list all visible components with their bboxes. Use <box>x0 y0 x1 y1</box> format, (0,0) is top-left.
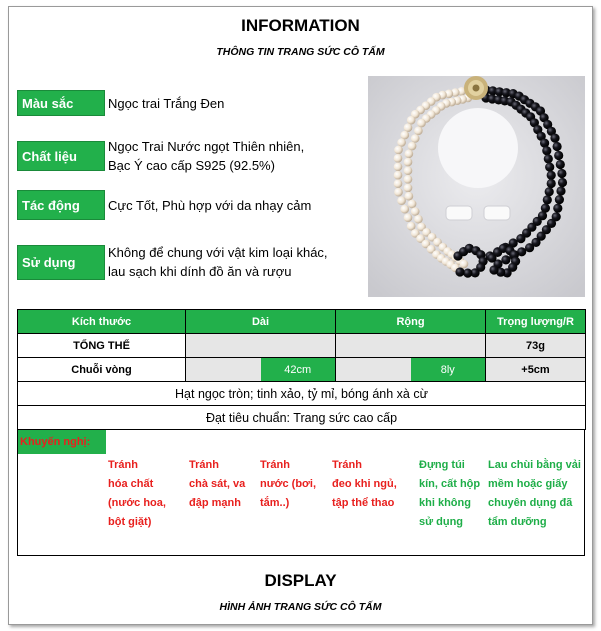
black-pearl <box>525 243 534 252</box>
header-weight: Trọng lượng/R <box>486 310 586 334</box>
cell-overall-width <box>336 334 486 358</box>
white-pearl <box>404 184 413 193</box>
cell-strand-weight: +5cm <box>486 358 586 382</box>
white-pearl <box>394 163 403 172</box>
black-pearl <box>501 255 510 264</box>
cell-strand-width <box>336 358 486 382</box>
white-pearl <box>394 154 403 163</box>
attr-value-line: lau sạch khi dính đồ ăn và rượu <box>108 264 292 279</box>
width-value: 8ly <box>411 358 486 381</box>
recommendation-item <box>189 456 245 513</box>
attr-value-line: Cực Tốt, Phù hợp với da nhạy cảm <box>108 198 312 213</box>
recommendations <box>17 430 585 556</box>
clasp-icon <box>464 76 488 100</box>
white-pearl <box>397 138 406 147</box>
black-pearl <box>547 171 556 180</box>
header-width: Rộng <box>336 310 486 334</box>
black-pearl <box>553 204 562 213</box>
page-title: INFORMATION <box>241 16 360 35</box>
white-pearl <box>404 175 413 184</box>
table-row <box>18 358 586 382</box>
white-pearl <box>417 119 426 128</box>
recommendation-line: khi không <box>419 497 471 509</box>
note-quality: Hạt ngọc tròn; tinh xảo, tỷ mỉ, bóng ánh xà cừ <box>18 382 586 406</box>
black-pearl <box>545 187 554 196</box>
white-pearl <box>404 213 413 222</box>
recommendation-line: chuyên dụng đã <box>488 497 573 509</box>
black-pearl <box>545 163 554 172</box>
recommendation-line: bột giặt) <box>108 516 152 528</box>
cell-overall-length <box>186 334 336 358</box>
recommendation-line: (nước hoa, <box>108 497 166 509</box>
cell-strand-length <box>186 358 336 382</box>
black-pearl <box>516 234 525 243</box>
table-row <box>18 334 586 358</box>
recommendation-line: tắm..) <box>260 497 290 509</box>
attr-value-line: Ngọc trai Trắng Đen <box>108 96 225 111</box>
attr-value-usage <box>108 243 328 281</box>
attr-label-material: Chất liệu <box>17 141 105 171</box>
recommendation-line: đeo khi ngủ, <box>332 478 397 490</box>
black-pearl <box>455 267 464 276</box>
attr-value-line: Bạc Ý cao cấp S925 (92.5%) <box>108 158 275 173</box>
length-value: 42cm <box>261 358 336 381</box>
black-pearl <box>553 142 562 151</box>
black-pearl <box>547 179 556 188</box>
attr-value-color <box>108 94 224 113</box>
attr-value-line: Ngọc Trai Nước ngọt Thiên nhiên, <box>108 139 305 154</box>
row-label-overall: TỔNG THỂ <box>18 334 186 358</box>
white-pearl <box>404 166 413 175</box>
recommendation-line: kín, cất hộp <box>419 478 481 490</box>
attr-label-usage: Sử dụng <box>17 245 105 280</box>
black-pearl <box>554 151 563 160</box>
recommendation-item <box>260 456 316 513</box>
row-label-strand: Chuỗi vòng <box>18 358 186 382</box>
display-subtitle: HÌNH ẢNH TRANG SỨC CÔ TẤM <box>219 601 382 613</box>
product-photo <box>368 76 585 297</box>
recommendation-line: sử dụng <box>419 516 464 528</box>
white-pearl <box>394 188 403 197</box>
black-pearl <box>558 178 567 187</box>
white-pearl <box>405 192 414 201</box>
attr-label-effect: Tác động <box>17 190 105 220</box>
white-pearl <box>397 196 406 205</box>
spec-header-row <box>18 310 586 334</box>
white-pearl <box>414 215 423 224</box>
recommendation-line: Tránh <box>189 459 219 471</box>
recommendation-line: Tránh <box>108 459 138 471</box>
recommendation-item <box>488 456 581 532</box>
recommendations-label: Khuyến nghị: <box>18 430 106 454</box>
table-row <box>18 382 586 406</box>
white-pearl <box>414 127 423 136</box>
recommendation-line: mềm hoặc giấy <box>488 478 568 490</box>
black-pearl <box>489 265 498 274</box>
white-pearl <box>460 260 469 269</box>
recommendation-line: Đựng túi <box>419 459 465 471</box>
white-pearl <box>401 205 410 214</box>
recommendation-line: tập thể thao <box>332 497 395 509</box>
recommendation-line: Tránh <box>260 459 290 471</box>
black-pearl <box>556 160 565 169</box>
white-pearl <box>394 179 403 188</box>
page-subtitle: THÔNG TIN TRANG SỨC CÔ TẤM <box>216 46 385 58</box>
white-pearl <box>404 158 413 167</box>
white-pearl <box>405 150 414 159</box>
recommendation-line: nước (bơi, <box>260 478 316 490</box>
recommendation-line: Lau chùi bằng vải <box>488 459 581 471</box>
recommendation-line: hóa chất <box>108 478 154 490</box>
black-pearl <box>556 186 565 195</box>
attr-value-material <box>108 137 304 175</box>
recommendation-item <box>108 456 166 532</box>
recommendation-line: Tránh <box>332 459 362 471</box>
white-pearl <box>407 116 416 125</box>
attr-label-color: Màu sắc <box>17 90 105 116</box>
white-pearl <box>411 134 420 143</box>
black-pearl <box>550 134 559 143</box>
white-pearl <box>404 123 413 132</box>
display-title: DISPLAY <box>264 571 337 590</box>
white-pearl <box>411 207 420 216</box>
attr-value-line: Không để chung với vật kim loại khác, <box>108 245 328 260</box>
black-pearl <box>555 195 564 204</box>
spec-table <box>17 309 586 430</box>
black-pearl <box>557 169 566 178</box>
cell-overall-weight: 73g <box>486 334 586 358</box>
cell-pad <box>186 358 261 381</box>
black-pearl <box>542 146 551 155</box>
black-pearl <box>543 195 552 204</box>
recommendation-item <box>419 456 480 532</box>
black-pearl <box>544 154 553 163</box>
note-standard: Đạt tiêu chuẩn: Trang sức cao cấp <box>18 406 586 430</box>
cell-pad <box>336 358 411 381</box>
table-row <box>18 406 586 430</box>
black-pearl <box>463 269 472 278</box>
white-pearl <box>394 146 403 155</box>
header-size: Kích thước <box>18 310 186 334</box>
pearl-necklace-image <box>368 76 585 297</box>
white-pearl <box>408 142 417 151</box>
recommendation-line: tẩm dưỡng <box>488 516 547 528</box>
white-pearl <box>401 131 410 140</box>
attr-value-effect <box>108 196 311 215</box>
white-pearl <box>408 200 417 209</box>
recommendation-line: chà sát, va <box>189 478 246 490</box>
white-pearl <box>394 171 403 180</box>
header-length: Dài <box>186 310 336 334</box>
recommendation-item <box>332 456 397 513</box>
recommendation-line: đập mạnh <box>189 497 241 509</box>
